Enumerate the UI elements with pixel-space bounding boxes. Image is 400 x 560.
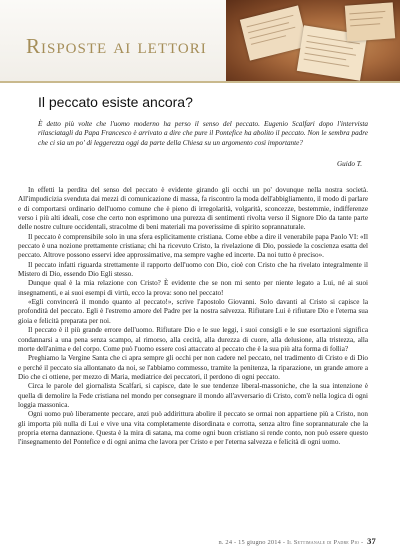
reader-question: [38, 94, 368, 168]
answer-paragraph: Dunque qual è la mia relazione con Cristo? È evidente che se non mi sento per niente legato a Lui, né ai suoi insegnamenti, e ai suoi esempi di virtù, ecco la prova: sono nel peccato!: [18, 279, 368, 297]
section-title: Risposte ai lettori: [26, 34, 207, 58]
footer-separator: -: [360, 539, 364, 546]
publication-name: Il Settimanale di Padre Pio: [287, 539, 360, 546]
letter-paper: [345, 2, 395, 41]
answer-paragraph: In effetti la perdita del senso del peccato è evidente girando gli occhi un po' dovunque nella nostra società. All'impudicizia svenduta dai mezzi di comunicazione di massa, fa riscontro la moda dell'abbigliamento, il modo di parlare e di comportarsi ordinario dell'uomo comune che è pieno di irregolarità, volgarità, sconcezze, bestemmie, indifferenze verso i più alti ideali, cose che certo non esprimono una purezza di sentimenti rivolta verso il Signore Dio da tante parte delle nostre culture occidentali, stracolme di beni materiali ma poverissime di spirito soprannaturale.: [18, 186, 368, 232]
answer-body: [18, 186, 368, 448]
article-headline: Il peccato esiste ancora?: [38, 94, 193, 110]
answer-paragraph: Circa le parole del giornalista Scalfari, si capisce, date le sue tendenze liberal-massoniche, che la sua intenzione è quella di demolire la Fede cristiana nel mondo per consegnare il mondo all'avversario di Cristo, com'è nella logica di ogni loggia massonica.: [18, 382, 368, 409]
page-footer: [0, 534, 400, 552]
header-photo-letters: [226, 0, 400, 81]
page-number: 37: [367, 536, 376, 546]
answer-paragraph: Ogni uomo può liberamente peccare, anzi può addirittura abolire il peccato se ormai non appartiene più a Cristo, non gli importa più nulla di Lui e vive una vita completamente disordinata e corrotta, senza altro fine soprannaturale che la propria eterna dannazione. Questa è la mira di satana, ma come ogni buon cristiano si rende conto, non può essere questo l'insegnamento del Pontefice e di ogni anima che lavora per Cristo e per l'eterna salvezza e felicità di ogni uomo.: [18, 410, 368, 447]
reader-letter: È detto più volte che l'uomo moderno ha perso il senso del peccato. Eugenio Scalfari dopo l'intervista rilasciatagli da Papa Francesco è arrivato a dire che pure il Pontefice ha abolito il peccato. Non le sembra padre che ci sia un po' di leggerezza oggi da parte della Chiesa su un argomento così importante?: [38, 120, 368, 147]
letter-signature: Guido T.: [336, 160, 362, 168]
section-header: [0, 0, 400, 81]
header-divider: [0, 81, 400, 83]
issue-info: n. 24 - 15 giugno 2014 -: [218, 539, 286, 546]
answer-paragraph: Il peccato infatti riguarda strettamente il rapporto dell'uomo con Dio, cioè con Cristo che ha rivelato integralmente il Mistero di Dio, essendo Dio Egli stesso.: [18, 260, 368, 279]
answer-paragraph: Il peccato è il più grande errore dell'uomo. Rifiutare Dio e le sue leggi, i suoi consigli e le sue esortazioni significa condannarsi a una pena senza scampo, al rimorso, alla cecità, alla durezza di cuore, alla delusione, alla tristezza, alla morte dell'anima e del corpo. Come può l'uomo essere così attaccato al peccato che è la sua più alta forma di follia?: [18, 326, 368, 353]
answer-paragraph: «Egli convincerà il mondo quanto al peccato!», scrive l'apostolo Giovanni. Solo davanti al Cristo si capisce la profondità del peccato. Egli è l'estremo amore del Padre per la nostra salvezza. Rifiutare Lui è rifiutare Dio e l'eterna sua gioia e felicità preparata per noi.: [18, 298, 368, 325]
answer-paragraph: Preghiamo la Vergine Santa che ci apra sempre gli occhi per non cadere nel peccato, nel tradimento di Cristo e di Dio e perché il peccato sia allontanato da noi, se l'abbiamo commesso, tramite la penitenza, la riparazione, un grande amore a Dio che ci ottiene, per mezzo di Maria, mediatrice dei peccatori, il perdono di ogni peccato.: [18, 354, 368, 381]
footer-line: [218, 536, 376, 546]
answer-paragraph: Il peccato è comprensibile solo in una sfera esplicitamente cristiana. Come ebbe a dire il venerabile papa Paolo VI: «Il peccato è una nozione prettamente cristiana; chi ha ricevuto Cristo, la rivelazione di Dio, possiede la coscienza esatta del peccato. Altrove possono esservi idee approssimative, ma sempre vaghe ed incerte. Da noi tutto è preciso».: [18, 232, 368, 260]
letter-paper: [240, 5, 308, 60]
